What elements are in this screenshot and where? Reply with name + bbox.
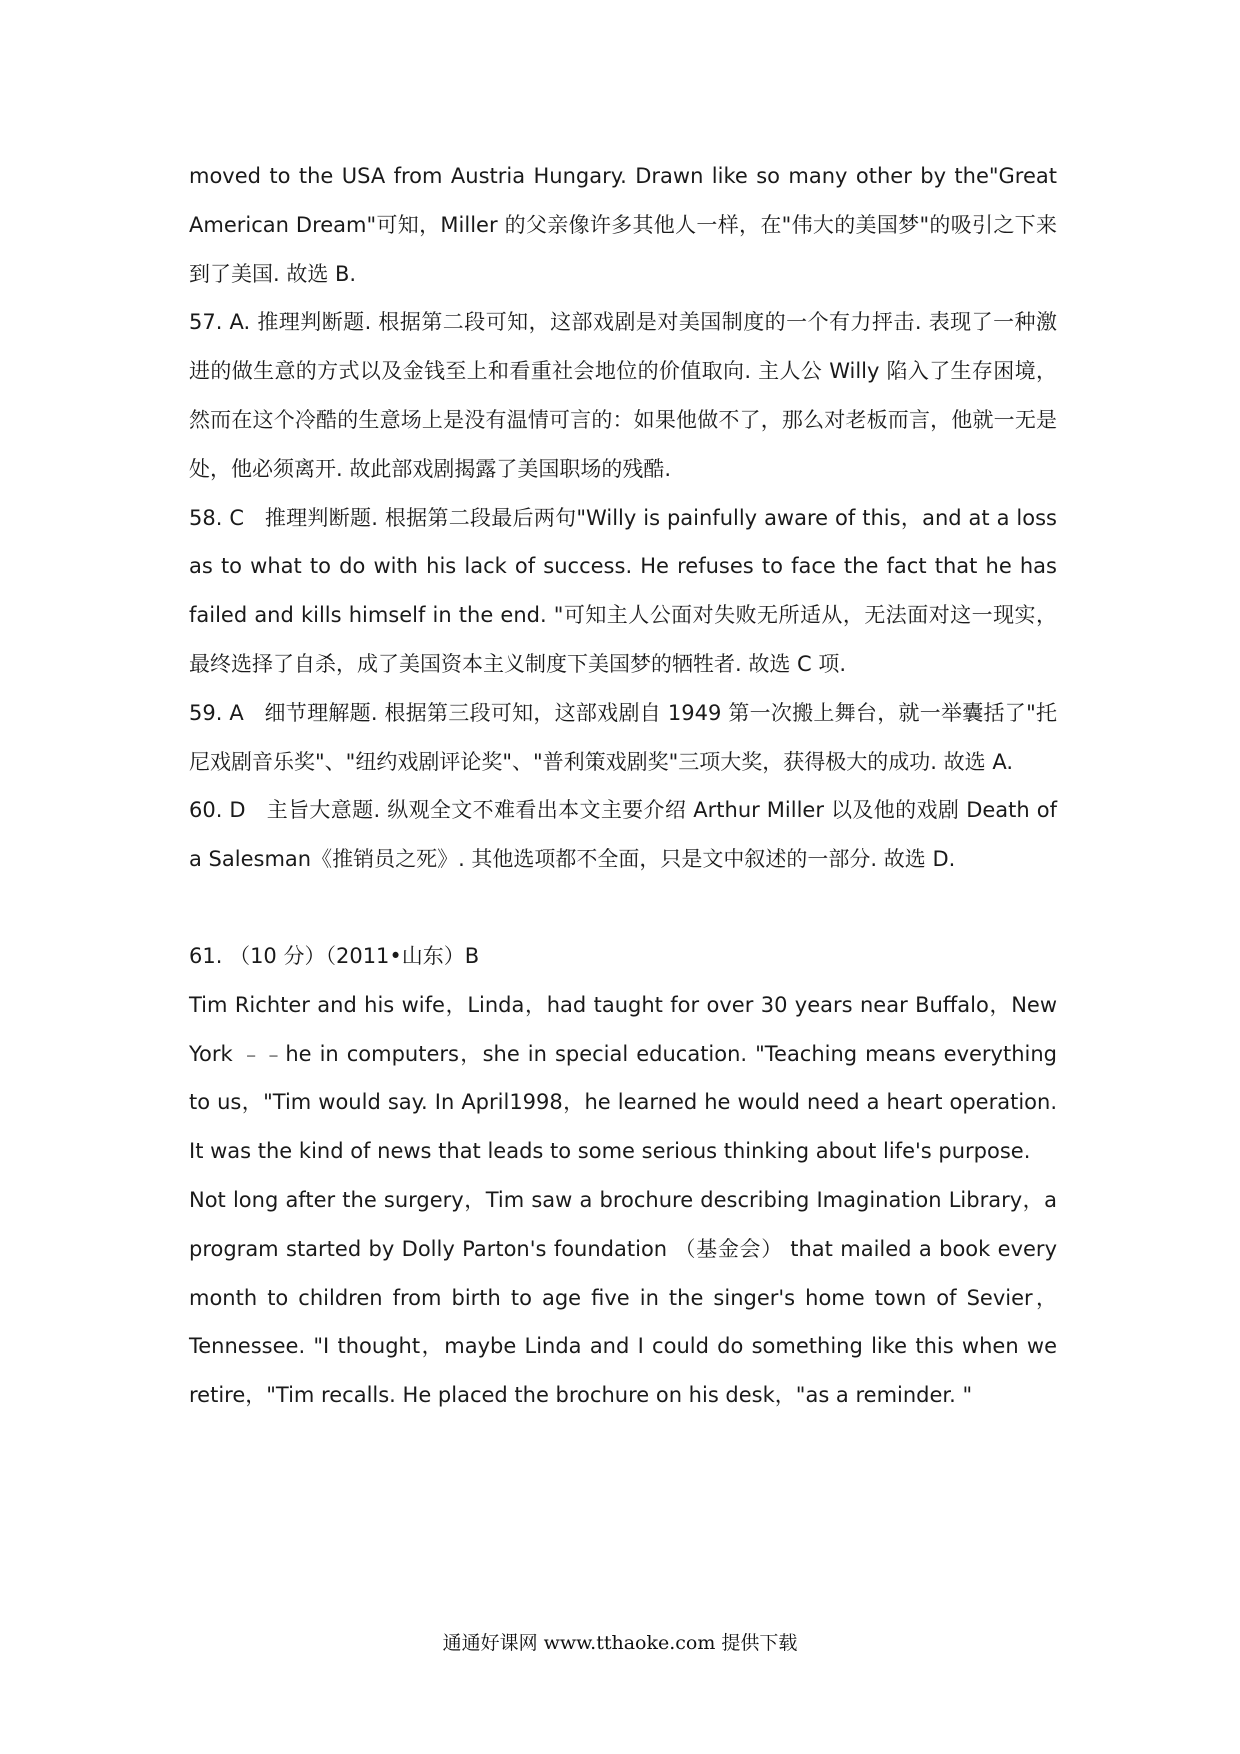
document-body: [189, 152, 1064, 1420]
question-61-header: 61. （10 分）（2011•山东）B: [189, 943, 480, 968]
answer-60: 60. D 主旨大意题. 纵观全文不难看出本文主要介绍 Arthur Miller 以及他的戏剧 Death of a Salesman《推销员之死》. 其他选项都不全面，只是文中叙述的一部分. 故选 D.: [189, 798, 1064, 872]
answer-57: 57. A. 推理判断题. 根据第二段可知，这部戏剧是对美国制度的一个有力抨击. 表现了一种激进的做生意的方式以及金钱至上和看重社会地位的价值取向. 主人公 Willy 陷入了生存困境，然而在这个冷酷的生意场上是没有温情可言的：如果他做不了，那么对老板而言，他就一无是处，他必须离开. 故此部戏剧揭露了美国职场的残酷.: [189, 310, 1057, 481]
answer-56-continued: moved to the USA from Austria Hungary. Drawn like so many other by the"Great American Dream"可知，Miller 的父亲像许多其他人一样，在"伟大的美国梦"的吸引之下来到了美国. 故选 B.: [189, 164, 1064, 286]
section-gap: [189, 884, 1057, 932]
answer-58: 58. C 推理判断题. 根据第二段最后两句"Willy is painfully aware of this，and at a loss as to what to do with his lack of success. He refuses to face the fact that he has failed and kills himself in the end. "可知主人公面对失败无所适从，无法面对这一现实，最终选择了自杀，成了美国资本主义制度下美国梦的牺牲者. 故选 C 项.: [189, 505, 1064, 676]
passage-paragraph-1: Tim Richter and his wife，Linda，had taught for over 30 years near Buffalo，New York ﹣﹣he in computers，she in special education. "Teaching means everything to us，"Tim would say. In April1998，he learned he would need a heart operation. It was the kind of news that leads to some serious thinking about life's purpose.: [189, 992, 1064, 1164]
passage-paragraph-2: Not long after the surgery，Tim saw a brochure describing Imagination Library，a program started by Dolly Parton's foundation （基金会） that mailed a book every month to children from birth to age five in the singer's home town of Sevier，Tennessee. "I thought，maybe Linda and I could do something like this when we retire，"Tim recalls. He placed the brochure on his desk，"as a reminder. ": [189, 1187, 1064, 1408]
answer-59: 59. A 细节理解题. 根据第三段可知，这部戏剧自 1949 第一次搬上舞台，就一举囊括了"托尼戏剧音乐奖"、"纽约戏剧评论奖"、"普利策戏剧奖"三项大奖，获得极大的成功. 故选 A.: [189, 700, 1057, 774]
page-footer: 通通好课网 www.tthaoke.com 提供下载: [442, 1632, 798, 1654]
